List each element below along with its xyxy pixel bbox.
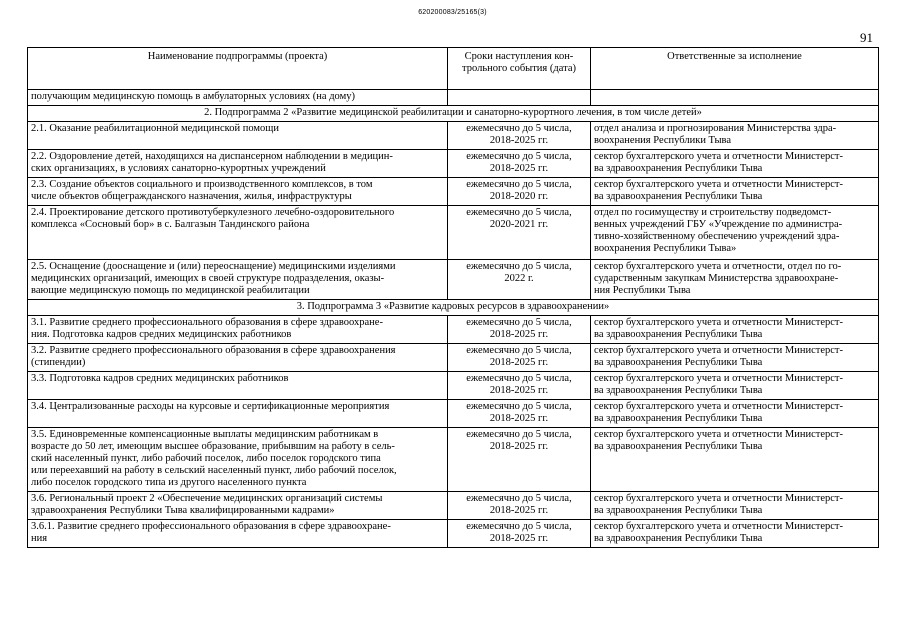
table-row [28, 428, 879, 492]
control-events-table [27, 47, 879, 548]
table-row [28, 520, 879, 548]
row-responsible-cell: сектор бухгалтерского учета и отчетности Министерст- ва здравоохранения Республики Тыва [591, 400, 879, 428]
row-name-cell: 2.4. Проектирование детского противотуберкулезного лечебно-оздоровительного комплекса «Сосновый бор» в с. Балгазын Тандинского района [28, 206, 448, 260]
table-row [28, 150, 879, 178]
row-responsible-cell: сектор бухгалтерского учета и отчетности Министерст- ва здравоохранения Республики Тыва [591, 316, 879, 344]
row-deadline-cell: ежемесячно до 5 числа, 2018-2025 гг. [448, 520, 591, 548]
row-responsible-cell: сектор бухгалтерского учета и отчетности Министерст- ва здравоохранения Республики Тыва [591, 178, 879, 206]
row-deadline-cell: ежемесячно до 5 числа, 2020-2021 гг. [448, 206, 591, 260]
row-responsible-cell: сектор бухгалтерского учета и отчетности Министерст- ва здравоохранения Республики Тыва [591, 344, 879, 372]
table-row [28, 372, 879, 400]
row-deadline-cell: ежемесячно до 5 числа, 2018-2025 гг. [448, 150, 591, 178]
row-name-cell: 2.5. Оснащение (дооснащение и (или) переоснащение) медицинскими изделиями медицинских организаций, имеющих в своей структуре подразделения, оказы- вающие медицинскую помощь по медицинской реабилитации [28, 260, 448, 300]
row-responsible-cell: отдел по госимуществу и строительству подведомст- венных учреждений ГБУ «Учреждение по администра- тивно-хозяйственному обеспечению учреждений здра- воохранения Республики Тыва» [591, 206, 879, 260]
row-name-cell: 3.4. Централизованные расходы на курсовые и сертификационные мероприятия [28, 400, 448, 428]
row-name-cell: 2.1. Оказание реабилитационной медицинской помощи [28, 122, 448, 150]
table-row [28, 316, 879, 344]
table-body [28, 48, 879, 548]
section-2-row [28, 106, 879, 122]
row-deadline-cell: ежемесячно до 5 числа, 2018-2025 гг. [448, 372, 591, 400]
continuation-row [28, 90, 879, 106]
row-name-cell: 3.3. Подготовка кадров средних медицинских работников [28, 372, 448, 400]
header-responsible: Ответственные за исполнение [591, 48, 879, 90]
row-deadline-cell: ежемесячно до 5 числа, 2018-2025 гг. [448, 122, 591, 150]
table-row [28, 178, 879, 206]
table-row [28, 122, 879, 150]
section-3-row [28, 300, 879, 316]
header-deadline: Сроки наступления кон- трольного события (дата) [448, 48, 591, 90]
row-responsible-cell: сектор бухгалтерского учета и отчетности Министерст- ва здравоохранения Республики Тыва [591, 372, 879, 400]
table-row [28, 206, 879, 260]
document-id: 620200083/25165(3) [418, 9, 487, 16]
row-name-cell: 3.2. Развитие среднего профессионального образования в сфере здравоохранения (стипендии) [28, 344, 448, 372]
row-responsible-cell: сектор бухгалтерского учета и отчетности Министерст- ва здравоохранения Республики Тыва [591, 150, 879, 178]
row-responsible-cell: сектор бухгалтерского учета и отчетности Министерст- ва здравоохранения Республики Тыва [591, 492, 879, 520]
row-name-cell: 2.3. Создание объектов социального и производственного комплексов, в том числе объектов общегражданского назначения, жилья, инфраструктуры [28, 178, 448, 206]
row-name-cell: 3.6. Региональный проект 2 «Обеспечение медицинских организаций системы здравоохранения Республики Тыва квалифицированными кадрами» [28, 492, 448, 520]
row-name-cell: 3.1. Развитие среднего профессионального образования в сфере здравоохране- ния. Подготовка кадров средних медицинских работников [28, 316, 448, 344]
row-deadline-cell: ежемесячно до 5 числа, 2018-2020 гг. [448, 178, 591, 206]
section-3-title: 3. Подпрограмма 3 «Развитие кадровых ресурсов в здравоохранении» [28, 300, 879, 316]
section-2-title: 2. Подпрограмма 2 «Развитие медицинской реабилитации и санаторно-курортного лечения, в том числе детей» [28, 106, 879, 122]
table-row [28, 344, 879, 372]
continuation-empty-responsible [591, 90, 879, 106]
row-deadline-cell: ежемесячно до 5 числа, 2022 г. [448, 260, 591, 300]
row-responsible-cell: сектор бухгалтерского учета и отчетности Министерст- ва здравоохранения Республики Тыва [591, 428, 879, 492]
row-responsible-cell: отдел анализа и прогнозирования Министерства здра- воохранения Республики Тыва [591, 122, 879, 150]
table-row [28, 400, 879, 428]
page-number: 91 [860, 30, 873, 45]
row-name-cell: 2.2. Оздоровление детей, находящихся на диспансерном наблюдении в медицин- ских организациях, в условиях санаторно-курортных учреждений [28, 150, 448, 178]
row-responsible-cell: сектор бухгалтерского учета и отчетности, отдел по го- сударственным закупкам Министерства здравоохране- ния Республики Тыва [591, 260, 879, 300]
row-name-cell: 3.6.1. Развитие среднего профессионального образования в сфере здравоохране- ния [28, 520, 448, 548]
row-deadline-cell: ежемесячно до 5 числа, 2018-2025 гг. [448, 428, 591, 492]
row-responsible-cell: сектор бухгалтерского учета и отчетности Министерст- ва здравоохранения Республики Тыва [591, 520, 879, 548]
row-deadline-cell: ежемесячно до 5 числа, 2018-2025 гг. [448, 316, 591, 344]
row-deadline-cell: ежемесячно до 5 числа, 2018-2025 гг. [448, 492, 591, 520]
row-name-cell: 3.5. Единовременные компенсационные выплаты медицинским работникам в возрасте до 50 лет, имеющим высшее образование, прибывшим на работу в сель- ский населенный пункт, либо рабочий поселок, либо поселок городского типа или переехавший на работу в сельский населенный пункт, либо рабочий поселок, либо поселок городского типа из другого населенного пункта [28, 428, 448, 492]
row-deadline-cell: ежемесячно до 5 числа, 2018-2025 гг. [448, 344, 591, 372]
table-row [28, 492, 879, 520]
header-name: Наименование подпрограммы (проекта) [28, 48, 448, 90]
row-deadline-cell: ежемесячно до 5 числа, 2018-2025 гг. [448, 400, 591, 428]
continuation-empty-deadline [448, 90, 591, 106]
table-row [28, 260, 879, 300]
table-header-row [28, 48, 879, 90]
continuation-text: получающим медицинскую помощь в амбулаторных условиях (на дому) [28, 90, 448, 106]
